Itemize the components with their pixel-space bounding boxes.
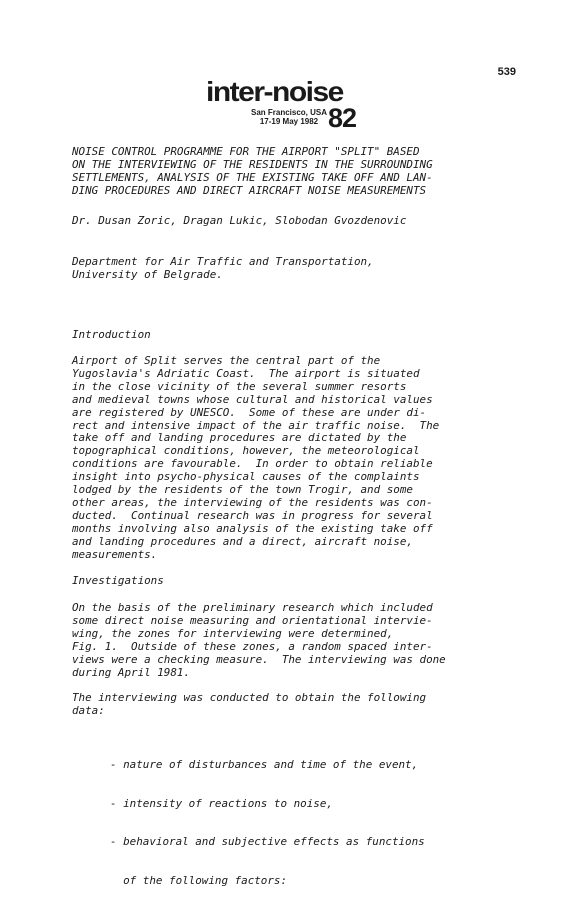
body-line: ducted. Continual research was in progress for several	[72, 508, 433, 522]
body-line: Airport of Split serves the central part of the	[72, 354, 381, 367]
body-line: in the close vicinity of the several summer resorts	[72, 379, 407, 393]
paper-authors: Dr. Dusan Zoric, Dragan Lukic, Slobodan Gvozdenovic	[72, 214, 407, 227]
body-line: months involving also analysis of the existing take off	[72, 521, 433, 535]
title-line: ON THE INTERVIEWING OF THE RESIDENTS IN THE SURROUNDING	[72, 157, 433, 171]
body-line: other areas, the interviewing of the residents was con-	[72, 495, 433, 509]
body-line: data:	[72, 703, 105, 717]
body-line: some direct noise measuring and orientational intervie-	[72, 613, 433, 627]
investigations-paragraph	[72, 602, 512, 679]
body-line: take off and landing procedures are dictated by the	[72, 431, 407, 445]
body-line: topographical conditions, however, the meteorological	[72, 444, 420, 458]
introduction-paragraph	[72, 355, 512, 562]
list-item: - intensity of reactions to noise,	[110, 796, 333, 810]
data-items-list	[110, 733, 425, 914]
body-line: On the basis of the preliminary research which included	[72, 601, 433, 614]
body-line: are registered by UNESCO. Some of these are under di-	[72, 405, 427, 419]
body-line: insight into psycho-physical causes of the complaints	[72, 470, 420, 484]
logo-dates: 17-19 May 1982	[259, 117, 319, 126]
list-item: - behavioral and subjective effects as functions	[110, 835, 425, 849]
list-item: - nature of disturbances and time of the event,	[110, 757, 419, 771]
logo-year: 82	[328, 103, 357, 133]
paper-affiliation	[72, 256, 512, 282]
title-line: DING PROCEDURES AND DIRECT AIRCRAFT NOISE MEASUREMENTS	[72, 183, 427, 197]
affiliation-line: Department for Air Traffic and Transportation,	[72, 255, 374, 268]
body-line: and landing procedures and a direct, aircraft noise,	[72, 534, 413, 548]
paper-title	[72, 146, 512, 198]
conference-logo	[206, 78, 386, 138]
title-line: SETTLEMENTS, ANALYSIS OF THE EXISTING TAKE OFF AND LAN-	[72, 170, 433, 184]
body-line: Fig. 1. Outside of these zones, a random spaced inter-	[72, 639, 433, 653]
body-line: conditions are favourable. In order to obtain reliable	[72, 457, 433, 471]
body-line: lodged by the residents of the town Trogir, and some	[72, 483, 413, 497]
body-line: Yugoslavia's Adriatic Coast. The airport is situated	[72, 366, 420, 380]
section-heading-investigations: Investigations	[72, 574, 164, 587]
list-item: of the following factors:	[110, 873, 288, 887]
interview-data-paragraph	[72, 692, 512, 718]
section-heading-introduction: Introduction	[72, 328, 151, 341]
body-line: and medieval towns whose cultural and historical values	[72, 392, 433, 406]
logo-location: San Francisco, USA	[250, 108, 328, 117]
body-line: wing, the zones for interviewing were determined,	[72, 626, 394, 640]
body-line: views were a checking measure. The interviewing was done	[72, 652, 446, 666]
body-line: measurements.	[72, 547, 158, 561]
affiliation-line: University of Belgrade.	[72, 267, 223, 281]
title-line: NOISE CONTROL PROGRAMME FOR THE AIRPORT "SPLIT" BASED	[72, 145, 420, 158]
body-line: during April 1981.	[72, 665, 191, 679]
body-line: The interviewing was conducted to obtain the following	[72, 691, 427, 704]
logo-wordmark: inter-noise	[206, 77, 343, 108]
body-line: rect and intensive impact of the air traffic noise. The	[72, 418, 440, 432]
page-number: 539	[497, 66, 516, 78]
